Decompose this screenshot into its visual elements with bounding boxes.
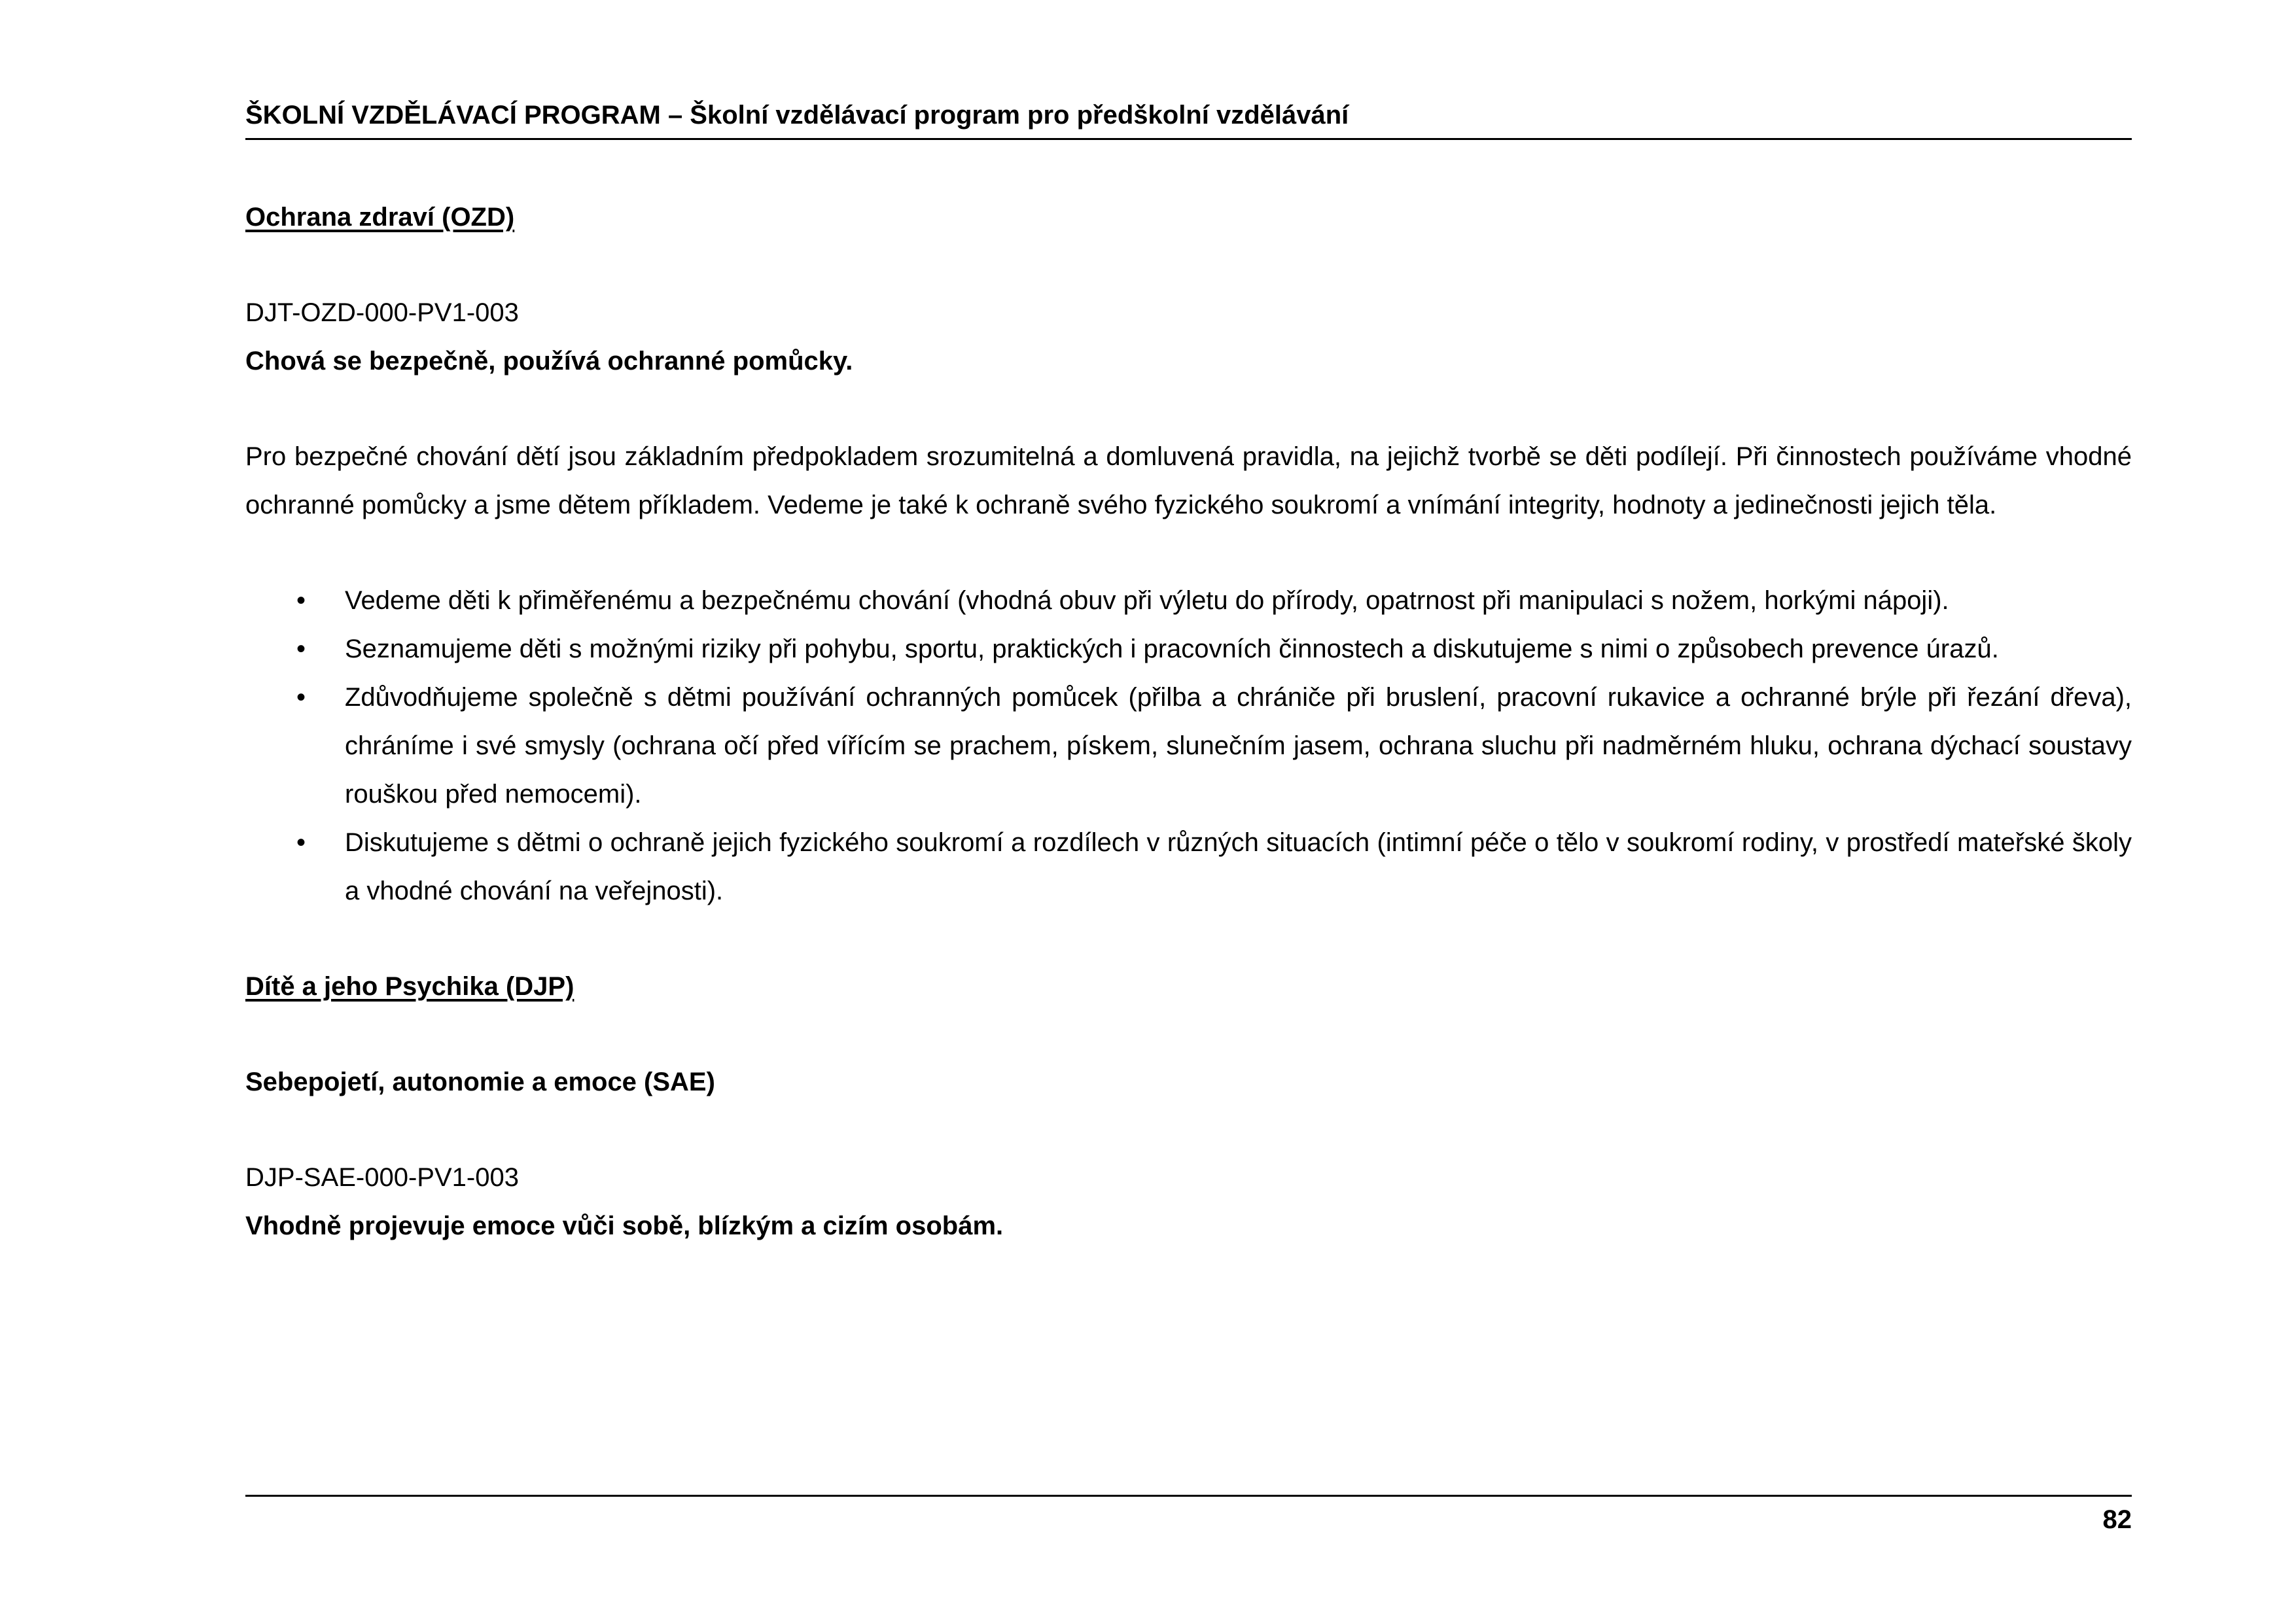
goal-code-sae: DJP-SAE-000-PV1-003 <box>245 1163 519 1192</box>
goal-statement-sae: Vhodně projevuje emoce vůči sobě, blízkým a cizím osobám. <box>245 1212 1004 1240</box>
list-item <box>245 625 2132 673</box>
page-content <box>245 193 2132 1250</box>
list-item <box>245 673 2132 818</box>
spacer <box>245 1106 2132 1153</box>
bullet-icon: • <box>296 635 306 663</box>
spacer <box>245 1011 2132 1058</box>
spacer <box>245 529 2132 576</box>
list-item-text: Diskutujeme s dětmi o ochraně jejich fyzického soukromí a rozdílech v různých situacích (intimní péče o tělo v soukromí rodiny, v prostředí mateřské školy a vhodné chování na veřejnosti). <box>345 828 2132 905</box>
header-title: ŠKOLNÍ VZDĚLÁVACÍ PROGRAM – Školní vzdělávací program pro předškolní vzdělávání <box>245 101 1349 130</box>
list-item <box>245 576 2132 625</box>
intro-paragraph-ozd: Pro bezpečné chování dětí jsou základním předpokladem srozumitelná a domluvená pravidla, na jejichž tvorbě se děti podílejí. Při činnostech používáme vhodné ochranné pomůcky a jsme dětem příkladem. Vedeme je také k ochraně svého fyzického soukromí a vnímání integrity, hodnoty a jedinečnosti jejich těla. <box>245 442 2132 519</box>
spacer <box>245 241 2132 288</box>
spacer <box>245 915 2132 962</box>
goal-statement-ozd: Chová se bezpečně, používá ochranné pomůcky. <box>245 347 853 375</box>
list-item-text: Vedeme děti k přiměřenému a bezpečnému chování (vhodná obuv při výletu do přírody, opatrnost při manipulaci s nožem, horkými nápoji). <box>345 586 1949 615</box>
footer-divider <box>245 1495 2132 1497</box>
bullet-icon: • <box>296 683 306 712</box>
page-header <box>245 98 2132 140</box>
section-title-ozd: Ochrana zdraví (OZD) <box>245 203 515 232</box>
subsection-title-sae: Sebepojetí, autonomie a emoce (SAE) <box>245 1068 715 1096</box>
bullet-list-ozd <box>245 576 2132 915</box>
goal-code-ozd: DJT-OZD-000-PV1-003 <box>245 298 519 327</box>
section-title-djp: Dítě a jeho Psychika (DJP) <box>245 972 574 1001</box>
list-item-text: Zdůvodňujeme společně s dětmi používání ochranných pomůcek (přilba a chrániče při bruslení, pracovní rukavice a ochranné brýle při řezání dřeva), chráníme i své smysly (ochrana očí před vířícím se prachem, pískem, slunečním jasem, ochrana sluchu při nadměrném hluku, ochrana dýchací soustavy rouškou před nemocemi). <box>345 683 2132 809</box>
page-number: 82 <box>2102 1505 2132 1534</box>
list-item-text: Seznamujeme děti s možnými riziky při pohybu, sportu, praktických i pracovních činnostech a diskutujeme s nimi o způsobech prevence úrazů. <box>345 635 1999 663</box>
bullet-icon: • <box>296 828 306 857</box>
list-item <box>245 818 2132 915</box>
spacer <box>245 385 2132 432</box>
bullet-icon: • <box>296 586 306 615</box>
